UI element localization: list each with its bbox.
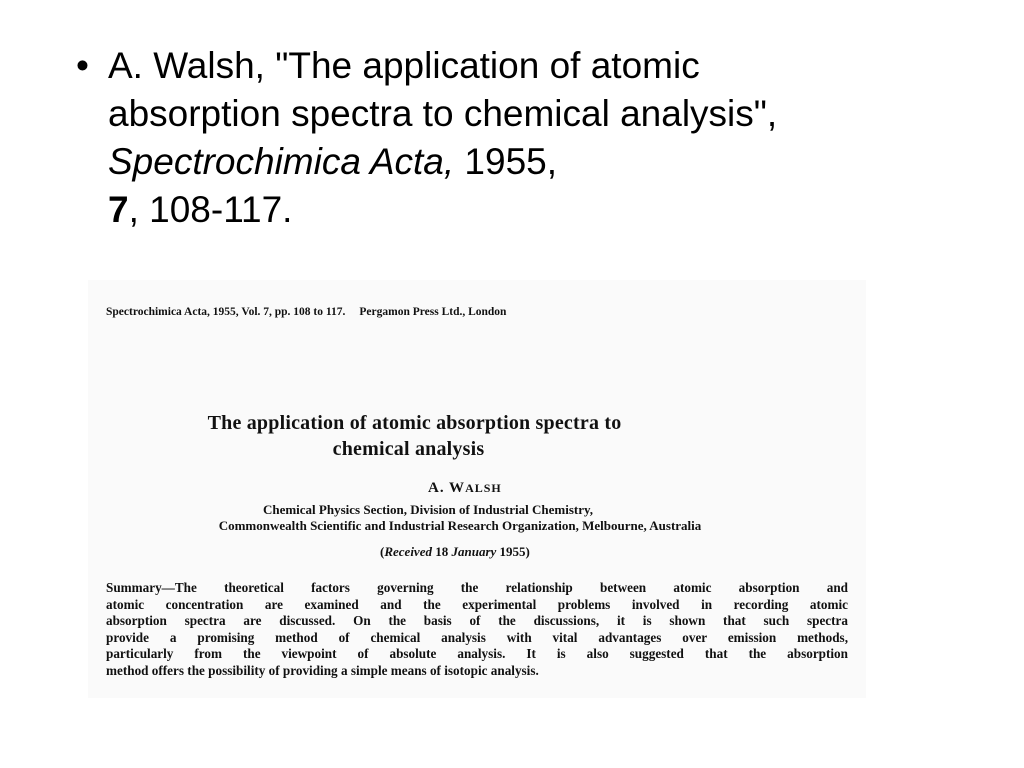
affiliation-line-1: Chemical Physics Section, Division of Industrial Chemistry, — [262, 502, 594, 517]
citation-authors-title: A. Walsh, "The application of atomic absorption spectra to chemical analysis", — [108, 45, 778, 134]
summary-line: Summary—The theoretical factors governing the relationship between atomic absorption and — [106, 580, 848, 595]
journal-header-citation: Spectrochimica Acta, 1955, Vol. 7, pp. 108 to 117. — [106, 306, 346, 318]
summary-line: atomic concentration are examined and the experimental problems involved in recording atomic — [106, 596, 848, 612]
citation-year: 1955, — [454, 141, 558, 182]
citation-volume: 7 — [108, 189, 129, 230]
citation-journal: Spectrochimica Acta, — [108, 141, 455, 182]
journal-header-publisher: Pergamon Press Ltd., London — [359, 306, 507, 318]
paper-author — [428, 480, 502, 497]
summary-line: provide a promising method of chemical analysis with vital advantages over emission methods, — [106, 629, 848, 645]
paper-title-line-1: The application of atomic absorption spectra to — [207, 412, 622, 434]
summary-line: method offers the possibility of providing a simple means of isotopic analysis. — [106, 662, 539, 678]
paper-title — [88, 410, 866, 462]
bullet-marker: • — [76, 45, 89, 86]
affiliation-line-2: Commonwealth Scientific and Industrial Research Organization, Melbourne, Australia — [218, 518, 702, 533]
summary-line: particularly from the viewpoint of absolute analysis. It is also suggested that the absorption — [106, 646, 848, 661]
citation-pages: , 108-117. — [128, 189, 293, 230]
paper-summary — [106, 580, 848, 679]
author-affiliation — [88, 502, 866, 534]
citation-text — [108, 42, 876, 234]
author-surname-smallcaps: ALSH — [465, 481, 502, 495]
citation-bullet-item — [76, 42, 876, 234]
scanned-paper-abstract — [88, 280, 866, 698]
paper-title-line-2: chemical analysis — [332, 438, 485, 460]
author-initial: A. W — [428, 480, 466, 496]
summary-line: absorption spectra are discussed. On the basis of the discussions, it is shown that such spectra — [106, 613, 848, 628]
received-date: (Received 18 January 1955) — [380, 544, 530, 559]
journal-header — [106, 306, 506, 318]
